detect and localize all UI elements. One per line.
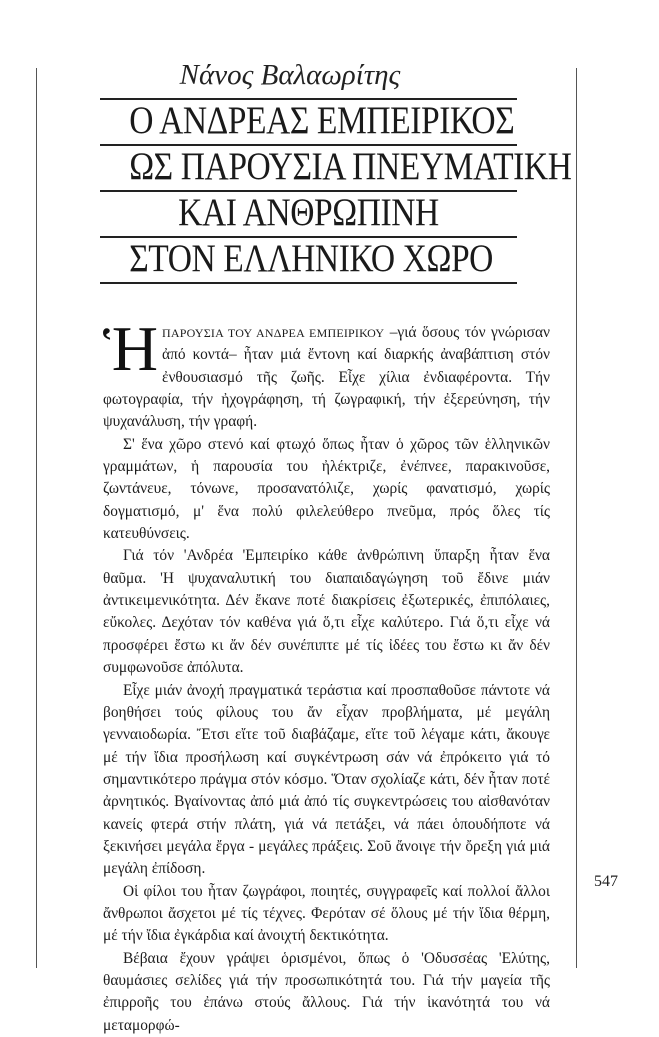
right-margin-rule: [576, 68, 577, 968]
title-rule: [100, 282, 517, 284]
title-line: Ο ΑΝΔΡΕΑΣ ΕΜΠΕΙΡΙΚΟΣ: [129, 99, 515, 142]
paragraph: Βέβαια ἔχουν γράψει ὁρισμένοι, ὅπως ὁ 'Οδυσσέας 'Ελύτης, θαυμάσιες σελίδες γιά τήν προσωπικότητά του. Γιά τήν μαγεία τῆς ἐπιρροῆς του ἐπάνω στούς ἄλλους. Γιά τήν ἱκανότητά του νά μεταμορφώ-: [103, 949, 550, 1034]
paragraph: Σ' ἕνα χῶρο στενό καί φτωχό ὅπως ἦταν ὁ χῶρος τῶν ἑλληνικῶν γραμμάτων, ἡ παρουσία του ἠλέκτριζε, ἐνέπνεε, παρακινοῦσε, ζωντάνευε, τόνωνε, προσανατόλιζε, χωρίς φανατισμό, χωρίς δογματισμό, μ' ἕνα πολύ φιλελεύθερο πνεῦμα, πρός ὅλες τίς κατευθύνσεις.: [103, 435, 550, 543]
title-line: ΣΤΟΝ ΕΛΛΗΝΙΚΟ ΧΩΡΟ: [129, 237, 493, 280]
title-line: ΚΑΙ ΑΝΘΡΩΠΙΝΗ: [178, 191, 439, 234]
title-line: ΩΣ ΠΑΡΟΥΣΙΑ ΠΝΕΥΜΑΤΙΚΗ: [129, 145, 572, 188]
left-margin-rule: [36, 68, 37, 968]
paragraph: [103, 313, 550, 434]
drop-cap: Ἡ: [103, 313, 158, 384]
paragraph-text: –γιά ὅσους τόν γνώρισαν ἀπό κοντά– ἦταν μιά ἔντονη καί διαρκής ἀναβάπτιση στόν ἐνθουσιασμό τῆς ζωῆς. Εἶχε χίλια ἐνδιαφέροντα. Τήν φωτογραφία, τήν ἠχογράφηση, τή ζωγραφική, τήν ἐξερεύνηση, τήν ψυχανάλυση, τήν γραφή.: [103, 324, 550, 431]
paragraph: Γιά τόν 'Ανδρέα 'Εμπειρίκο κάθε ἀνθρώπινη ὕπαρξη ἦταν ἕνα θαῦμα. 'Η ψυχαναλυτική του διαπαιδαγώγηση τοῦ ἔδινε μιάν ἀντικειμενικότητα. Δέν ἔκανε ποτέ διακρίσεις ἐξωτερικές, ἐπιπόλαιες, εὔκολες. Δεχόταν τόν καθένα γιά ὅ,τι εἶχε καλύτερο. Γιά ὅ,τι εἶχε νά προσφέρει ἔστω κι ἄν δέν συνέπιπτε μέ τίς ἰδέες του ἔστω κι ἄν δέν συμφωνοῦσε ἀπόλυτα.: [103, 547, 550, 677]
author-name: Νάνος Βαλαωρίτης: [179, 59, 401, 91]
article-body: [103, 313, 550, 1037]
page-number: 547: [594, 873, 618, 890]
paragraph: Εἶχε μιάν ἀνοχή πραγματικά τεράστια καί προσπαθοῦσε πάντοτε νά βοηθήσει τούς φίλους του ἄν εἶχαν προβλήματα, μέ μεγάλη γενναιοδωρία. Ἔτσι εἴτε τοῦ διαβάζαμε, εἴτε τοῦ λέγαμε κάτι, ἄκουγε μέ τήν ἴδια προσήλωση καί συγκέντρωση σάν νά ἐπρόκειτο γιά τό σημαντικότερο πράγμα στόν κόσμο. Ὅταν σχολίαζε κάτι, δέν ἦταν ποτέ ἀρνητικός. Βγαίνοντας ἀπό μιά ἀπό τίς συγκεντρώσεις του αἰσθανόταν κανείς φτερά στήν πλάτη, γιά νά πετάξει, νά πάει ὁπουδήποτε νά ξεκινήσει μεγάλα ἔργα - μεγάλες πράξεις. Σοῦ ἄνοιγε τήν ὄρεξη γιά μιά μεγάλη ἐπίδοση.: [103, 681, 550, 878]
opening-smallcaps: ΠΑΡΟΥΣΙΑ ΤΟΥ ΑΝΔΡΕΑ ΕΜΠΕΙΡΙΚΟΥ: [162, 326, 385, 340]
paragraph: Οἱ φίλοι του ἦταν ζωγράφοι, ποιητές, συγγραφεῖς καί πολλοί ἄλλοι ἄνθρωποι ἄσχετοι μέ τίς τέχνες. Φερόταν σέ ὅλους μέ τήν ἴδια θέρμη, μέ τήν ἴδια ἐγκάρδια καί ἀνοιχτή δεκτικότητα.: [103, 882, 550, 945]
article-title: [100, 98, 572, 284]
